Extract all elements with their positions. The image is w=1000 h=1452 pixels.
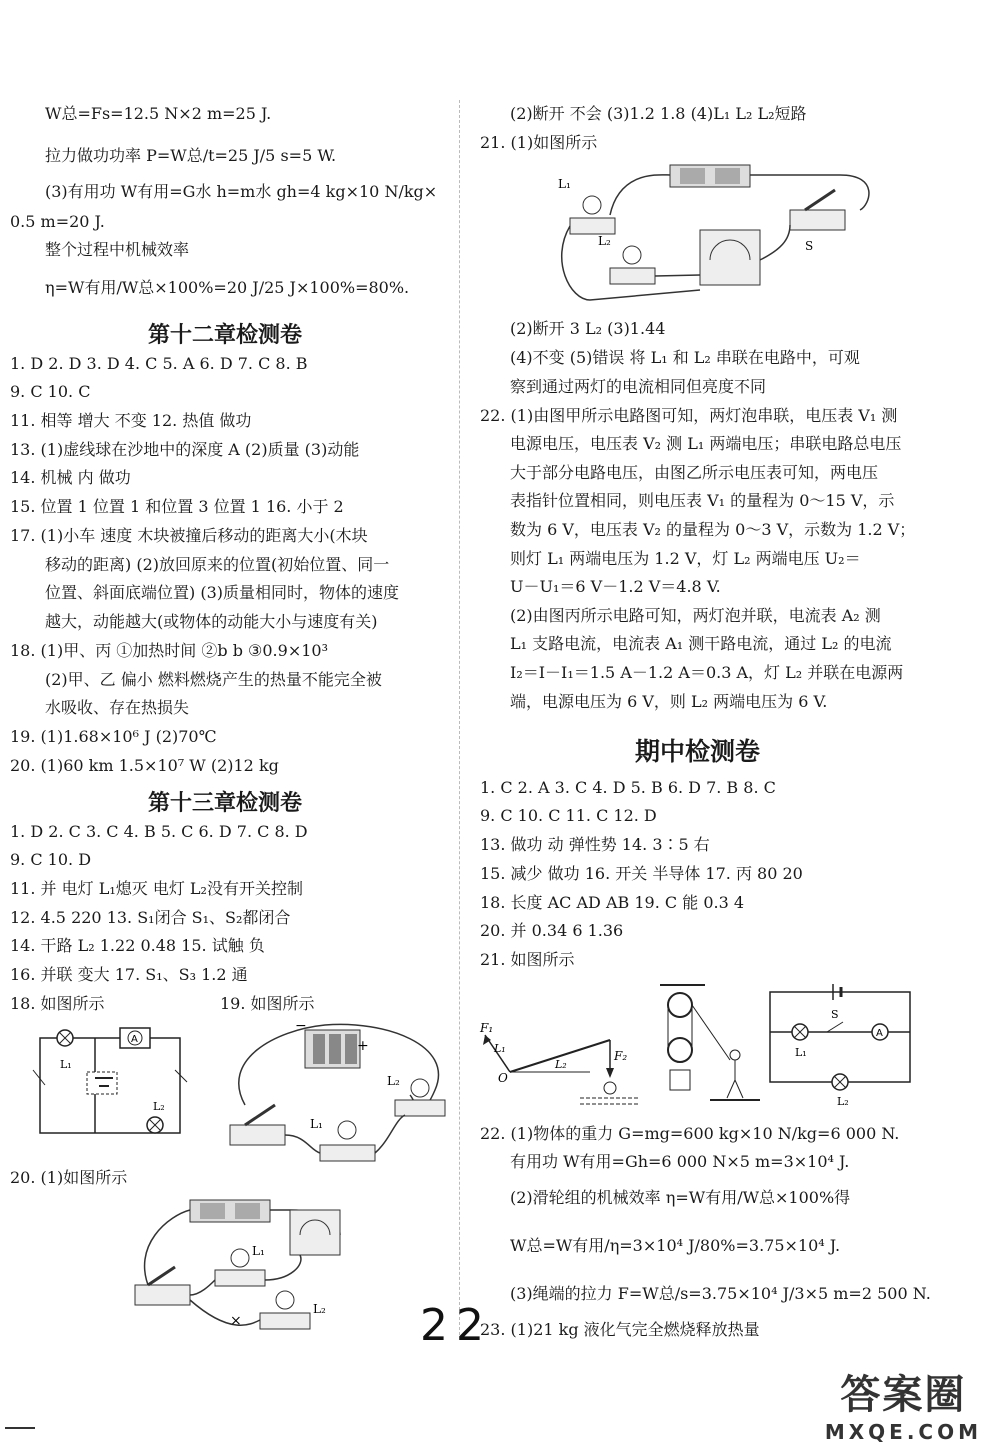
answer-line: 22. (1)由图甲所示电路图可知，两灯泡串联，电压表 V₁ 测 [480, 406, 898, 425]
text-line: W总=Fs=12.5 N×2 m=25 J. [45, 104, 272, 123]
answer-line: 1. D 2. C 3. C 4. B 5. C 6. D 7. C 8. D [10, 822, 308, 841]
l1-label: L₁ [60, 1058, 72, 1071]
watermark [825, 1363, 982, 1444]
answer-line: 22. (1)物体的重力 G=mg=600 kg×10 N/kg=6 000 N. [480, 1124, 900, 1143]
answer-line: 12. 4.5 220 13. S₁闭合 S₁、S₂都闭合 [10, 908, 291, 927]
answer-line: 移动的距离) (2)放回原来的位置(初始位置、同一 [45, 555, 390, 574]
answer-line: 电源电压，电压表 V₂ 测 L₁ 两端电压；串联电路总电压 [510, 434, 902, 453]
answer-line: 14. 机械 内 做功 [10, 468, 131, 487]
answer-line: (3)绳端的拉力 F=W总/s=3.75×10⁴ J/3×5 m=2 500 N. [510, 1284, 931, 1303]
circuit-diagram-21 [765, 980, 920, 1110]
answer-line: 16. 并联 变大 17. S₁、S₃ 1.2 通 [10, 965, 248, 984]
answer-line: 18. (1)甲、丙 ①加热时间 ②b b ③0.9×10³ [10, 641, 328, 660]
answer-line: (2)甲、乙 偏小 燃料燃烧产生的热量不能完全被 [45, 670, 382, 689]
answer-line: 则灯 L₁ 两端电压为 1.2 V，灯 L₂ 两端电压 U₂＝ [510, 549, 861, 568]
answer-line: 14. 干路 L₂ 1.22 0.48 15. 试触 负 [10, 936, 265, 955]
circuit-diagram-18 [25, 1020, 190, 1140]
answer-line: 1. D 2. D 3. D 4. C 5. A 6. D 7. C 8. B [10, 354, 308, 373]
answer-line: 端，电源电压为 6 V，则 L₂ 两端电压为 6 V. [510, 692, 828, 711]
l2-label: L₂ [387, 1074, 400, 1088]
answer-line: L₁ 支路电流，电流表 A₁ 测干路电流，通过 L₂ 的电流 [510, 634, 892, 653]
f2-label: F₂ [614, 1049, 628, 1063]
answer-line: 20. 并 0.34 6 1.36 [480, 921, 624, 940]
answer-line: 18. 长度 AC AD AB 19. C 能 0.3 4 [480, 893, 745, 912]
l1-label: L₁ [558, 177, 571, 191]
answer-line: 19. 如图所示 [220, 994, 315, 1013]
page-number: 22 [420, 1300, 492, 1351]
midterm-title: 期中检测卷 [635, 737, 761, 766]
text-line: η=W有用/W总×100%=20 J/25 J×100%=80%. [45, 278, 410, 297]
o-label: O [498, 1071, 508, 1085]
physical-circuit-20 [130, 1195, 380, 1335]
cross-mark: × [230, 1313, 242, 1329]
answer-line: 15. 减少 做功 16. 开关 半导体 17. 丙 80 20 [480, 864, 803, 883]
answer-line: 17. (1)小车 速度 木块被撞后移动的距离大小(木块 [10, 526, 368, 545]
answer-line: 11. 相等 增大 不变 12. 热值 做功 [10, 411, 252, 430]
answer-line: 位置、斜面底端位置) (3)质量相同时，物体的速度 [45, 583, 399, 602]
battery-plus: + [357, 1038, 369, 1054]
footer-rule [5, 1427, 35, 1429]
answer-line: 越大，动能越大(或物体的动能大小与速度有关) [45, 612, 378, 631]
answer-line: (2)由图丙所示电路可知，两灯泡并联，电流表 A₂ 测 [510, 606, 881, 625]
physical-circuit-19 [215, 1020, 455, 1165]
text-line: 整个过程中机械效率 [45, 240, 190, 259]
answer-line: 9. C 10. C 11. C 12. D [480, 806, 657, 825]
answer-line: 21. 如图所示 [480, 950, 575, 969]
answer-line: 13. 做功 动 弹性势 14. 3∶5 右 [480, 835, 710, 854]
answer-line: 13. (1)虚线球在沙地中的深度 A (2)质量 (3)动能 [10, 440, 360, 459]
answer-line: 21. (1)如图所示 [480, 133, 598, 152]
text-line: 0.5 m=20 J. [10, 212, 105, 231]
switch-label: S [831, 1008, 839, 1021]
chapter13-title: 第十三章检测卷 [148, 791, 303, 816]
ammeter-label: A [131, 1034, 138, 1045]
physical-circuit-21 [550, 160, 890, 310]
column-divider [459, 100, 460, 1335]
answer-line: 20. (1)如图所示 [10, 1168, 128, 1187]
ammeter-label: A [876, 1028, 883, 1039]
l2-label: L₂ [598, 234, 611, 248]
answer-line: 9. C 10. C [10, 382, 91, 401]
answer-line: 表指针位置相同，则电压表 V₁ 的量程为 0～15 V，示 [510, 491, 895, 510]
answer-line: (2)断开 3 L₂ (3)1.44 [510, 319, 666, 338]
answer-line: 20. (1)60 km 1.5×10⁷ W (2)12 kg [10, 756, 279, 775]
pulley-diagram [655, 980, 765, 1110]
answer-line: (2)断开 不会 (3)1.2 1.8 (4)L₁ L₂ L₂短路 [510, 104, 807, 123]
l1-label: L₁ [494, 1042, 506, 1055]
text-line: (3)有用功 W有用=G水 h=m水 gh=4 kg×10 N/kg× [45, 182, 438, 201]
answer-line: 察到通过两灯的电流相同但亮度不同 [510, 377, 767, 396]
switch-label: S [805, 239, 814, 253]
l1-label: L₁ [795, 1046, 807, 1059]
watermark-url: MXQE.COM [824, 1420, 982, 1444]
lever-diagram [480, 980, 640, 1110]
answer-line: U－U₁＝6 V－1.2 V＝4.8 V. [510, 577, 721, 596]
answer-line: 9. C 10. D [10, 850, 92, 869]
answer-line: W总=W有用/η=3×10⁴ J/80%=3.75×10⁴ J. [510, 1236, 841, 1255]
l2-label: L₂ [153, 1100, 165, 1113]
answer-line: 18. 如图所示 [10, 994, 105, 1013]
battery-minus: − [295, 1018, 307, 1034]
answer-line: (2)滑轮组的机械效率 η=W有用/W总×100%得 [510, 1188, 851, 1207]
text-line: 拉力做功功率 P=W总/t=25 J/5 s=5 W. [45, 146, 337, 165]
l2-label: L₂ [837, 1095, 849, 1108]
answer-line: 11. 并 电灯 L₁熄灭 电灯 L₂没有开关控制 [10, 879, 303, 898]
answer-line: I₂＝I－I₁＝1.5 A－1.2 A＝0.3 A，灯 L₂ 并联在电源两 [510, 663, 904, 682]
answer-line: 19. (1)1.68×10⁶ J (2)70℃ [10, 727, 217, 746]
answer-line: (4)不变 (5)错误 将 L₁ 和 L₂ 串联在电路中，可观 [510, 348, 860, 367]
answer-line: 水吸收、存在热损失 [45, 698, 190, 717]
l1-label: L₁ [252, 1244, 265, 1258]
answer-line: 大于部分电路电压，由图乙所示电压表可知，两电压 [510, 463, 879, 482]
answer-line: 数为 6 V，电压表 V₂ 的量程为 0～3 V，示数为 1.2 V； [510, 520, 916, 539]
l2-label: L₂ [555, 1058, 567, 1071]
answer-line: 23. (1)21 kg 液化气完全燃烧释放热量 [480, 1320, 760, 1339]
watermark-text: 答案圈 [840, 1372, 967, 1418]
l2-label: L₂ [313, 1302, 326, 1316]
chapter12-title: 第十二章检测卷 [148, 323, 303, 348]
answer-line: 有用功 W有用=Gh=6 000 N×5 m=3×10⁴ J. [510, 1152, 850, 1171]
l1-label: L₁ [310, 1117, 323, 1131]
f1-label: F₁ [480, 1021, 494, 1035]
answer-line: 15. 位置 1 位置 1 和位置 3 位置 1 16. 小于 2 [10, 497, 344, 516]
answer-line: 1. C 2. A 3. C 4. D 5. B 6. D 7. B 8. C [480, 778, 776, 797]
